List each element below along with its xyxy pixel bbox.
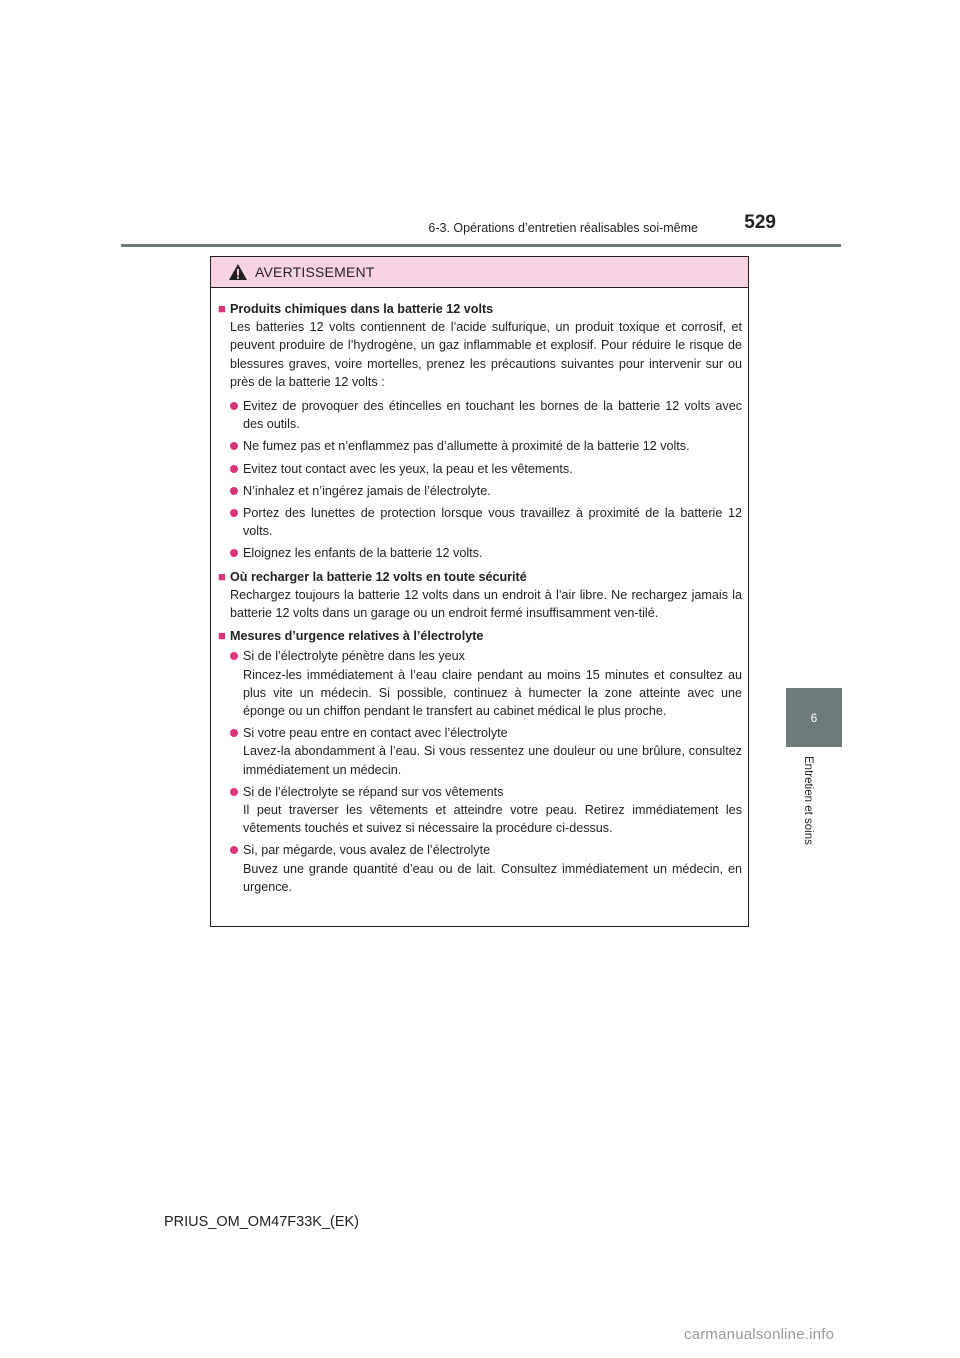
warning-triangle-icon <box>228 263 248 281</box>
warning-title: AVERTISSEMENT <box>255 264 375 280</box>
bullet-dot-icon <box>230 549 238 557</box>
bullet-dot-icon <box>230 509 238 517</box>
case-title: Si votre peau entre en contact avec l’électrolyte <box>243 726 508 741</box>
chapter-tab[interactable] <box>786 688 842 747</box>
case-title: Si de l’électrolyte pénètre dans les yeux <box>243 649 465 664</box>
bullet-dot-icon <box>230 729 238 737</box>
section-heading: ■ Mesures d’urgence relatives à l’électrolyte <box>218 627 742 645</box>
section-heading: ■ Produits chimiques dans la batterie 12 volts <box>218 300 742 318</box>
page-number: 529 <box>744 212 776 233</box>
bullet-dot-icon <box>230 788 238 796</box>
warning-body <box>211 288 748 896</box>
case-title: Si, par mégarde, vous avalez de l’électrolyte <box>243 843 491 858</box>
section-heading: ■ Où recharger la batterie 12 volts en toute sécurité <box>218 568 742 586</box>
bullet-dot-icon <box>230 442 238 450</box>
list-item <box>218 783 742 838</box>
bullet-dot-icon <box>230 652 238 660</box>
case-text: Lavez-la abondamment à l’eau. Si vous ressentez une douleur ou une brûlure, consultez immédiatement un médecin. <box>243 744 742 777</box>
warning-header <box>211 257 748 288</box>
document-code: PRIUS_OM_OM47F33K_(EK) <box>164 1214 360 1230</box>
square-bullet-icon: ■ <box>218 301 226 316</box>
bullet-dot-icon <box>230 846 238 854</box>
case-text: Rincez-les immédiatement à l’eau claire pendant au moins 15 minutes et consultez au plus vite un médecin. Si possible, continuez à humecter la zone atteinte avec une éponge ou un chiffon pendant le transfert au cabinet médical le plus proche. <box>243 667 742 719</box>
square-bullet-icon: ■ <box>218 568 226 584</box>
square-bullet-icon: ■ <box>218 628 226 644</box>
case-title: Si de l’électrolyte se répand sur vos vêtements <box>243 784 504 799</box>
watermark: carmanualsonline.info <box>684 1326 835 1343</box>
bullet-dot-icon <box>230 465 238 473</box>
list-item: Evitez de provoquer des étincelles en touchant les bornes de la batterie 12 volts avec des outils. <box>218 397 742 433</box>
bullet-dot-icon <box>230 487 238 495</box>
precaution-list <box>218 397 742 563</box>
section-paragraph: Les batteries 12 volts contiennent de l’acide sulfurique, un produit toxique et corrosif, et peuvent produire de l’hydrogène, un gaz inflammable et explosif. Pour réduire le risque de blessures graves, voire mortelles, prenez les précautions suivantes pour intervenir sur ou près de la batterie 12 volts : <box>230 320 742 389</box>
list-item: Evitez tout contact avec les yeux, la peau et les vêtements. <box>218 460 742 478</box>
section-recharge <box>218 568 742 623</box>
list-item <box>218 724 742 779</box>
list-item: N’inhalez et n’ingérez jamais de l’électrolyte. <box>218 482 742 500</box>
list-item: Eloignez les enfants de la batterie 12 volts. <box>218 544 742 562</box>
list-item <box>218 841 742 896</box>
section-title: 6-3. Opérations d’entretien réalisables soi-même <box>428 221 698 235</box>
chapter-number: 6 <box>810 710 818 725</box>
list-item: Portez des lunettes de protection lorsque vous travaillez à proximité de la batterie 12 volts. <box>218 504 742 540</box>
warning-box <box>210 256 749 927</box>
bullet-dot-icon <box>230 402 238 410</box>
list-item <box>218 647 742 720</box>
case-text: Il peut traverser les vêtements et atteindre votre peau. Retirez immédiatement les vêtements touchés et suivez si nécessaire la procédure ci-dessus. <box>243 803 742 836</box>
chapter-title: Entretien et soins <box>802 756 814 845</box>
emergency-list <box>218 647 742 896</box>
section-emergency <box>218 627 742 896</box>
case-text: Buvez une grande quantité d’eau ou de lait. Consultez immédiatement un médecin, en urgence. <box>243 861 742 894</box>
list-item: Ne fumez pas et n’enflammez pas d’allumette à proximité de la batterie 12 volts. <box>218 437 742 455</box>
header-divider <box>121 244 841 247</box>
section-paragraph: Rechargez toujours la batterie 12 volts dans un endroit à l’air libre. Ne rechargez jamais la batterie 12 volts dans un garage ou un endroit fermé insuffisamment ven-tilé. <box>230 587 742 621</box>
section-chemicals <box>218 300 742 563</box>
